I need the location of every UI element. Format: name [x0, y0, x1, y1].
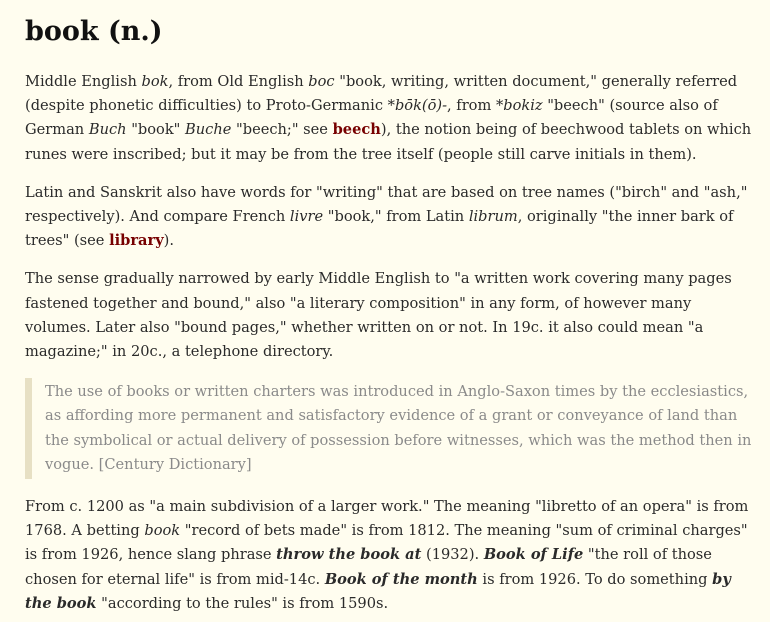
text: "book," from Latin	[323, 208, 469, 226]
italic-term: Buch	[88, 121, 127, 139]
quote-text: The use of books or written charters was introduced in Anglo-Saxon times by the ecclesiastics, as affording more permanent and satisfactory evidence of a grant or conveyance of land than the symbolical or actual delivery of possession before witnesses, which was the method then in vogue. [Century Dictionary]	[45, 383, 752, 473]
phrase-term: by the book	[25, 570, 731, 612]
paragraph-cognates	[25, 181, 752, 254]
text: ).	[163, 232, 175, 250]
text: , from Old English	[168, 73, 309, 90]
italic-term: bok	[141, 73, 169, 90]
text: From c. 1200 as "a main subdivision of a larger work." The meaning "libretto of an opera" is from 1768. A betting	[25, 498, 749, 540]
paragraph-later-senses	[25, 495, 752, 616]
quote-century-dictionary	[25, 378, 752, 479]
text: "book, writing, written document," generally referred (despite phonetic difficulties) to Proto-Germanic	[25, 73, 738, 115]
text: "beech" (source also of German	[25, 97, 718, 139]
italic-term: Buche	[185, 121, 232, 139]
text: Middle English	[25, 73, 142, 90]
text: Latin and Sanskrit also have words for "writing" that are based on tree names ("birch" and "ash," respectively). And compare French	[25, 183, 748, 226]
text: "beech;" see	[231, 121, 333, 139]
text: "according to the rules" is from 1590s.	[96, 594, 389, 612]
phrase-term: throw the book at	[276, 546, 422, 564]
paragraph-origin	[25, 70, 752, 167]
text: (1932).	[421, 546, 484, 564]
text: is from 1926. To do something	[477, 570, 713, 588]
italic-term: *bokiz	[495, 97, 543, 115]
italic-term: book	[144, 522, 181, 540]
text: , originally "the inner bark of trees" (see	[25, 208, 734, 250]
text: ), the notion being of beechwood tablets on which runes were inscribed; but it may be from the tree itself (people still carve initials in them).	[25, 121, 752, 163]
text: "the roll of those chosen for eternal life" is from mid-14c.	[25, 546, 712, 588]
italic-term: *bōk(ō)-	[387, 97, 448, 115]
text: The sense gradually narrowed by early Middle English to "a written work covering many pages fastened together and bound," also "a literary composition" in any form, of however many volumes. Later also "bound pages," whether written on or not. In 19c. it also could mean "a magazine;" in 20c., a telephone directory.	[25, 270, 732, 361]
italic-term: livre	[289, 208, 324, 226]
text: , from	[447, 97, 496, 115]
link-beech[interactable]: beech	[332, 121, 381, 139]
entry-title: book (n.)	[25, 16, 163, 47]
link-library[interactable]: library	[109, 232, 164, 250]
phrase-term: Book of the month	[324, 570, 478, 588]
paragraph-sense	[25, 267, 752, 364]
italic-term: librum	[468, 208, 518, 226]
italic-term: boc	[308, 73, 335, 90]
text: "record of bets made" is from 1812. The meaning "sum of criminal charges" is from 1926, hence slang phrase	[25, 522, 748, 564]
phrase-term: Book of Life	[483, 546, 584, 564]
text: "book"	[126, 121, 186, 139]
